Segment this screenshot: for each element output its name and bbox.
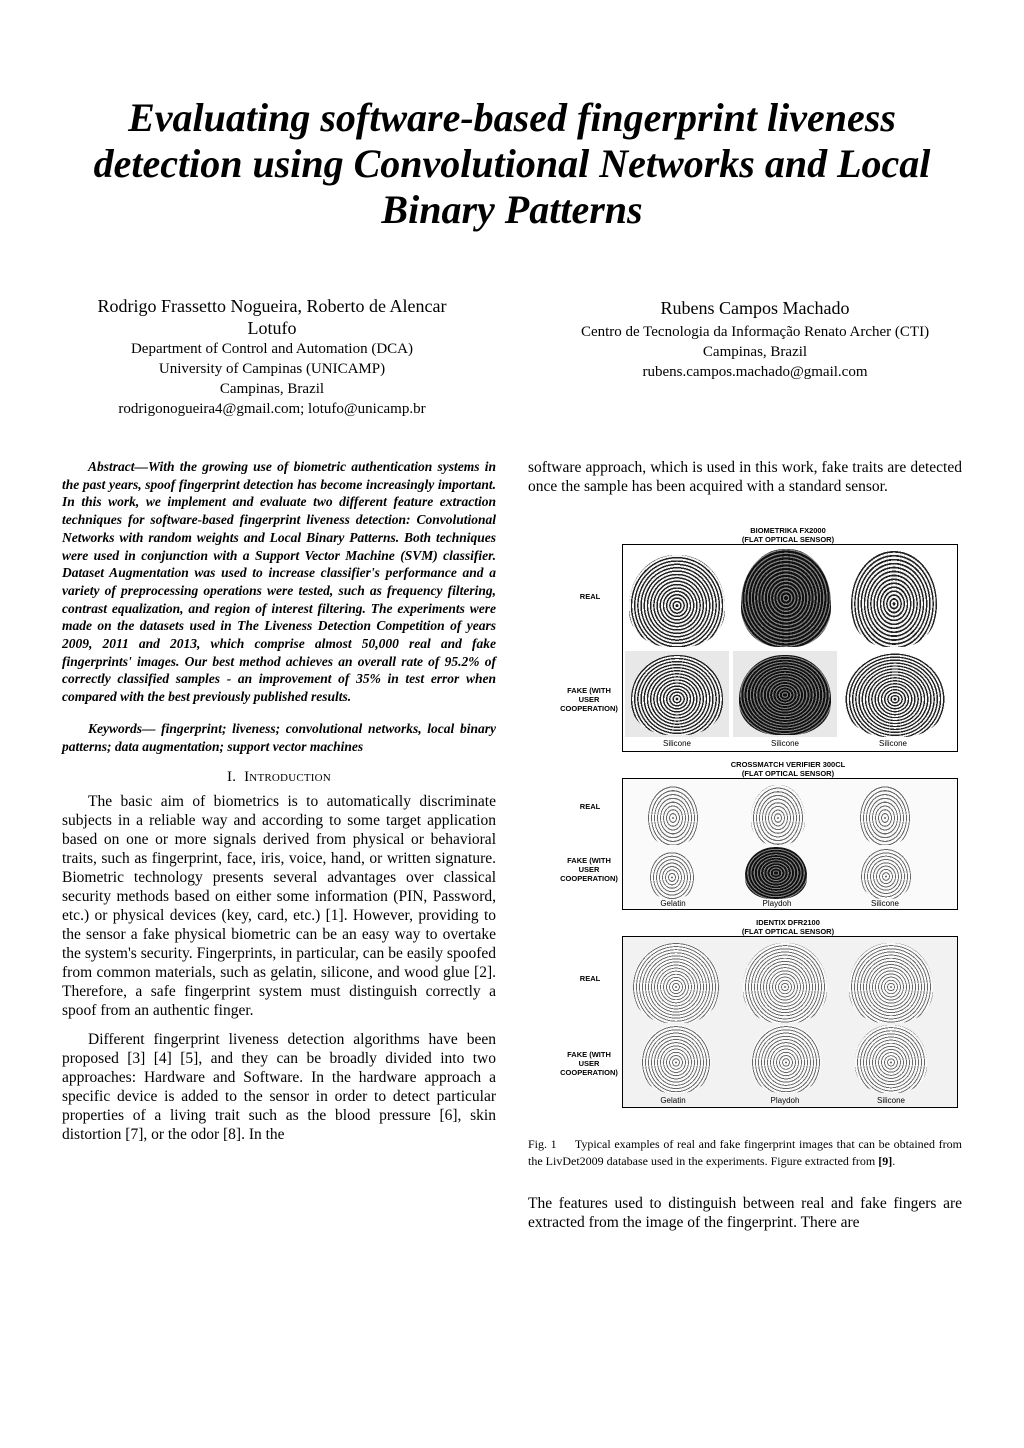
fingerprint-image <box>631 655 723 735</box>
section-number: I. <box>227 769 237 786</box>
author-names: Rubens Campos Machado <box>660 298 850 318</box>
fingerprint-image <box>855 1025 927 1093</box>
panel-title: IDENTIX DFR2100 (FLAT OPTICAL SENSOR) <box>741 918 835 936</box>
fingerprint-image <box>743 943 827 1023</box>
fingerprint-image <box>649 851 695 899</box>
section-heading-introduction <box>62 769 496 786</box>
fingerprint-image <box>629 555 725 647</box>
author-university: University of Campinas (UNICAMP) <box>158 361 386 377</box>
fingerprint-image <box>859 785 911 845</box>
caption-text: Typical examples of real and fake fingerprint images that can be obtained from the LivDet2009 database used in the experiments. Figure extracted from <box>528 1137 962 1168</box>
author-block-1 <box>82 295 462 419</box>
figure-panel-biometrika <box>560 526 960 752</box>
figure-caption: Fig. 1 Typical examples of real and fake fingerprint images that can be obtained from the LivDet2009 database used in the experiments. Figure extracted from [9]. <box>528 1137 962 1168</box>
fingerprint-image <box>849 943 933 1023</box>
material-label: Playdoh <box>762 899 792 908</box>
fingerprint-image <box>751 785 805 845</box>
fingerprint-image <box>745 847 807 899</box>
author-email[interactable]: rubens.campos.machado@gmail.com <box>642 364 868 380</box>
figure-panel-identix <box>560 918 960 1108</box>
fingerprint-grid <box>622 936 958 1108</box>
author-block-2 <box>545 297 965 382</box>
material-label: Gelatin <box>660 899 686 908</box>
panel-title: BIOMETRIKA FX2000 (FLAT OPTICAL SENSOR) <box>741 526 835 544</box>
row-label-fake: FAKE (WITH USER COOPERATION) <box>560 686 618 713</box>
fingerprint-image <box>739 655 831 735</box>
author-city: Campinas, Brazil <box>219 381 325 397</box>
caption-reference[interactable]: [9] <box>878 1153 893 1168</box>
author-names: Rodrigo Frassetto Nogueira, Roberto de Alencar Lotufo <box>97 296 447 338</box>
fingerprint-image <box>845 653 945 737</box>
material-label: Playdoh <box>770 1096 800 1105</box>
row-label-real: REAL <box>579 974 601 983</box>
abstract: Abstract—With the growing use of biometric authentication systems in the past years, spoof fingerprint detection has become increasingly important. In this work, we implement and evaluate two different feature extraction techniques for software-based fingerprint liveness detection: Convolutional Networks with random weights and Local Binary Patterns. Both techniques were used in conjunction with a Support Vector Machine (SVM) classifier. Dataset Augmentation was used to increase classifier's performance and a variety of preprocessing operations were tested, such as frequency filtering, contrast equalization, and region of interest filtering. The experiments were made on the datasets used in The Liveness Detection Competition of years 2009, 2011 and 2013, which comprise almost 50,000 real and fake fingerprints' images. Our best method achieves an overall rate of 95.2% of correctly classified samples - an improvement of 35% in test error when compared with the best previously published results. <box>62 459 496 705</box>
fingerprint-image <box>861 849 911 899</box>
fingerprint-image <box>751 1025 821 1093</box>
panel-title: CROSSMATCH VERIFIER 300CL (FLAT OPTICAL SENSOR) <box>730 760 846 778</box>
row-label-fake: FAKE (WITH USER COOPERATION) <box>560 1050 618 1077</box>
material-label: Silicone <box>870 899 899 908</box>
author-department: Centro de Tecnologia da Informação Renato Archer (CTI) <box>580 324 930 340</box>
material-label: Silicone <box>878 739 907 748</box>
author-department: Department of Control and Automation (DCA) <box>130 341 414 357</box>
figure-panel-crossmatch <box>560 760 960 910</box>
fingerprint-grid <box>622 544 958 752</box>
fingerprint-grid <box>622 778 958 910</box>
right-column <box>528 458 962 506</box>
fingerprint-image <box>647 785 699 845</box>
fingerprint-image <box>633 943 719 1023</box>
caption-label: Fig. 1 <box>528 1137 557 1151</box>
fingerprint-image <box>851 551 937 647</box>
section-title: Introduction <box>244 769 331 786</box>
author-city: Campinas, Brazil <box>702 344 808 360</box>
row-label-real: REAL <box>579 802 601 811</box>
row-label-fake: FAKE (WITH USER COOPERATION) <box>560 856 618 883</box>
material-label: Gelatin <box>660 1096 686 1105</box>
material-label: Silicone <box>770 739 799 748</box>
fingerprint-image <box>741 549 831 647</box>
paragraph: software approach, which is used in this work, fake traits are detected once the sample has been acquired with a standard sensor. <box>528 459 962 495</box>
row-label-real: REAL <box>579 592 601 601</box>
paper-title: Evaluating software-based fingerprint liveness detection using Convolutional Networks and Local Binary Patterns <box>93 95 931 232</box>
left-column <box>62 458 496 1154</box>
figure-1 <box>560 526 960 1116</box>
material-label: Silicone <box>876 1096 905 1105</box>
paragraph: Different fingerprint liveness detection algorithms have been proposed [3] [4] [5], and they can be broadly divided into two approaches: Hardware and Software. In the hardware approach a specific device is added to the sensor in order to detect particular properties of a living trait such as the blood pressure [6], skin distortion [7], or the odor [8]. In the <box>62 1031 496 1144</box>
paragraph: The features used to distinguish between real and fake fingers are extracted from the image of the fingerprint. There are <box>528 1195 962 1231</box>
material-label: Silicone <box>662 739 691 748</box>
paragraph: The basic aim of biometrics is to automatically discriminate subjects in a reliable way and according to some target application based on one or more signals derived from physical or behavioral traits, such as fingerprint, face, iris, voice, hand, or written signature. Biometric technology presents several advantages over classical security methods based on either some information (PIN, Password, etc.) or physical devices (key, card, etc.) [1]. However, providing to the sensor a fake physical biometric can be an easy way to overtake the system's security. Fingerprints, in particular, can be easily spoofed from common materials, such as gelatin, silicone, and wood glue [2]. Therefore, a safe fingerprint system must distinguish correctly a spoof from an authentic finger. <box>62 793 496 1020</box>
fingerprint-image <box>641 1025 711 1093</box>
author-email[interactable]: rodrigonogueira4@gmail.com; lotufo@unicamp.br <box>118 401 426 417</box>
keywords: Keywords— fingerprint; liveness; convolutional networks, local binary patterns; data augmentation; support vector machines <box>62 720 496 754</box>
